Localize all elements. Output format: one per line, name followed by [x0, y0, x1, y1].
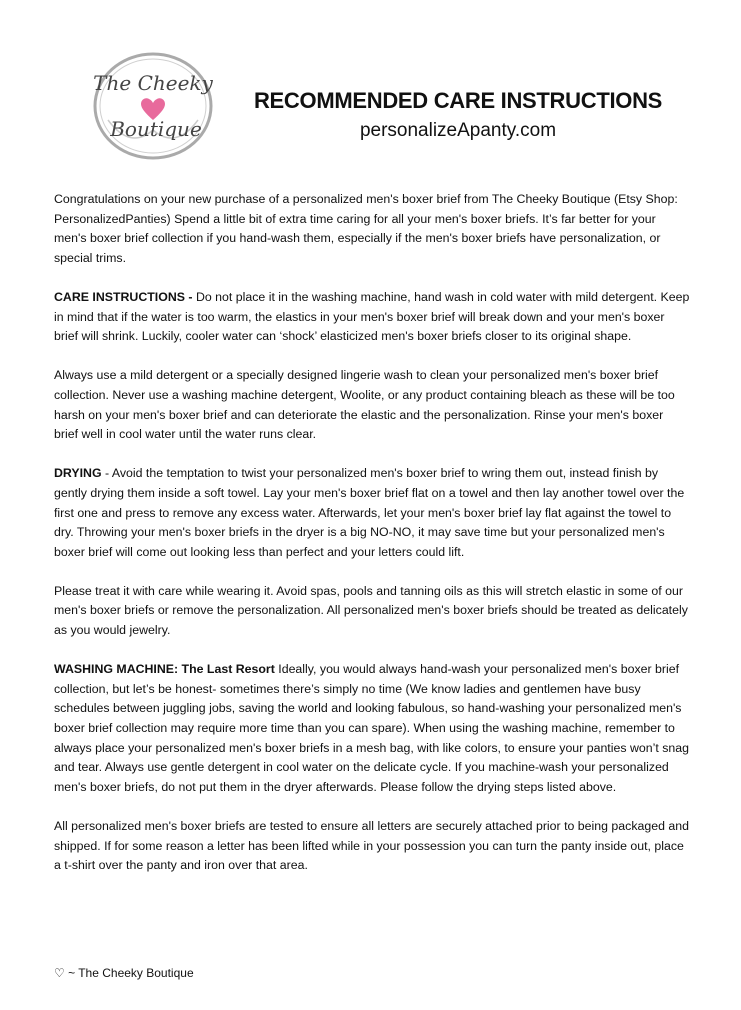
washing-machine-paragraph	[54, 660, 690, 797]
logo-line2: Boutique	[110, 117, 202, 141]
brand-logo	[90, 50, 216, 162]
drying-text: - Avoid the temptation to twist your personalized men's boxer brief to wring them out, instead finish by gently drying them inside a soft towel. Lay your men's boxer brief flat on a towel and then lay another towel over the first one and press to remove any excess water. Afterwards, let your men's boxer brief lay flat against the towel to dry. Throwing your men's boxer briefs in the dryer is a big NO-NO, it may save time but your personalized men's boxer brief will come out looking less than perfect and your letters could lift.	[54, 466, 685, 559]
intro-paragraph: Congratulations on your new purchase of a personalized men's boxer brief from The Cheeky Boutique (Etsy Shop: PersonalizedPanties) Spend a little bit of extra time caring for all your men's boxer briefs. It’s far better for your men's boxer brief collection if you hand-wash them, especially if the men's boxer briefs have personalization, or special trims.	[54, 192, 678, 265]
drying-paragraph	[54, 464, 690, 562]
care-instructions-heading: CARE INSTRUCTIONS -	[54, 289, 193, 304]
wearing-paragraph: Please treat it with care while wearing it. Avoid spas, pools and tanning oils as this will stretch elastic in some of our men's boxer briefs or remove the personalization. All personalized men's boxer briefs should be treated as delicately as you would jewelry.	[54, 583, 688, 638]
testing-paragraph: All personalized men's boxer briefs are tested to ensure all letters are securely attached prior to being packaged and shipped. If for some reason a letter has been lifted while in your possession you can turn the panty inside out, place a t-shirt over the panty and iron over that area.	[54, 819, 689, 873]
washing-machine-heading: WASHING MACHINE: The Last Resort	[54, 662, 275, 677]
detergent-paragraph: Always use a mild detergent or a specially designed lingerie wash to clean your personalized men's boxer brief collection. Never use a washing machine detergent, Woolite, or any product containing bleach as these will be too harsh on your men's boxer brief and can deteriorate the elastic and the personalization. Rinse your men's boxer brief well in cool water until the water runs clear.	[54, 368, 675, 442]
footer-signature: ♡ ~ The Cheeky Boutique	[54, 966, 194, 980]
care-instructions-body	[54, 190, 690, 895]
logo-graphic	[90, 50, 216, 162]
drying-heading: DRYING	[54, 466, 102, 481]
washing-machine-text: Ideally, you would always hand-wash your personalized men's boxer brief collection, but let’s be honest- sometimes there’s simply no time (We know ladies and gentlemen have busy schedules between juggling jobs, saving the world and looking fabulous, so hand-washing your personalized men's boxer brief collection may require more time than you can spare). When using the washing machine, remember to always place your personalized men's boxer briefs in a mesh bag, with like colors, to ensure your panties won’t snag and tear. Always use gentle detergent in cool water on the delicate cycle. If you machine-wash your personalized men's boxer briefs, do not put them in the dryer afterwards. Please follow the drying steps listed above.	[54, 662, 689, 794]
care-instructions-paragraph	[54, 288, 690, 347]
website-url: personalizeApanty.com	[359, 120, 557, 141]
logo-line1: The Cheeky	[93, 71, 213, 95]
page-title: RECOMMENDED CARE INSTRUCTIONS	[253, 88, 663, 113]
care-instructions-text: Do not place it in the washing machine, hand wash in cold water with mild detergent. Keep in mind that if the water is too warm, the elastics in your men's boxer brief will break down and your men's boxer brief will shrink. Luckily, cooler water can ‘shock’ elasticized men's boxer briefs closer to its original shape.	[54, 289, 690, 344]
